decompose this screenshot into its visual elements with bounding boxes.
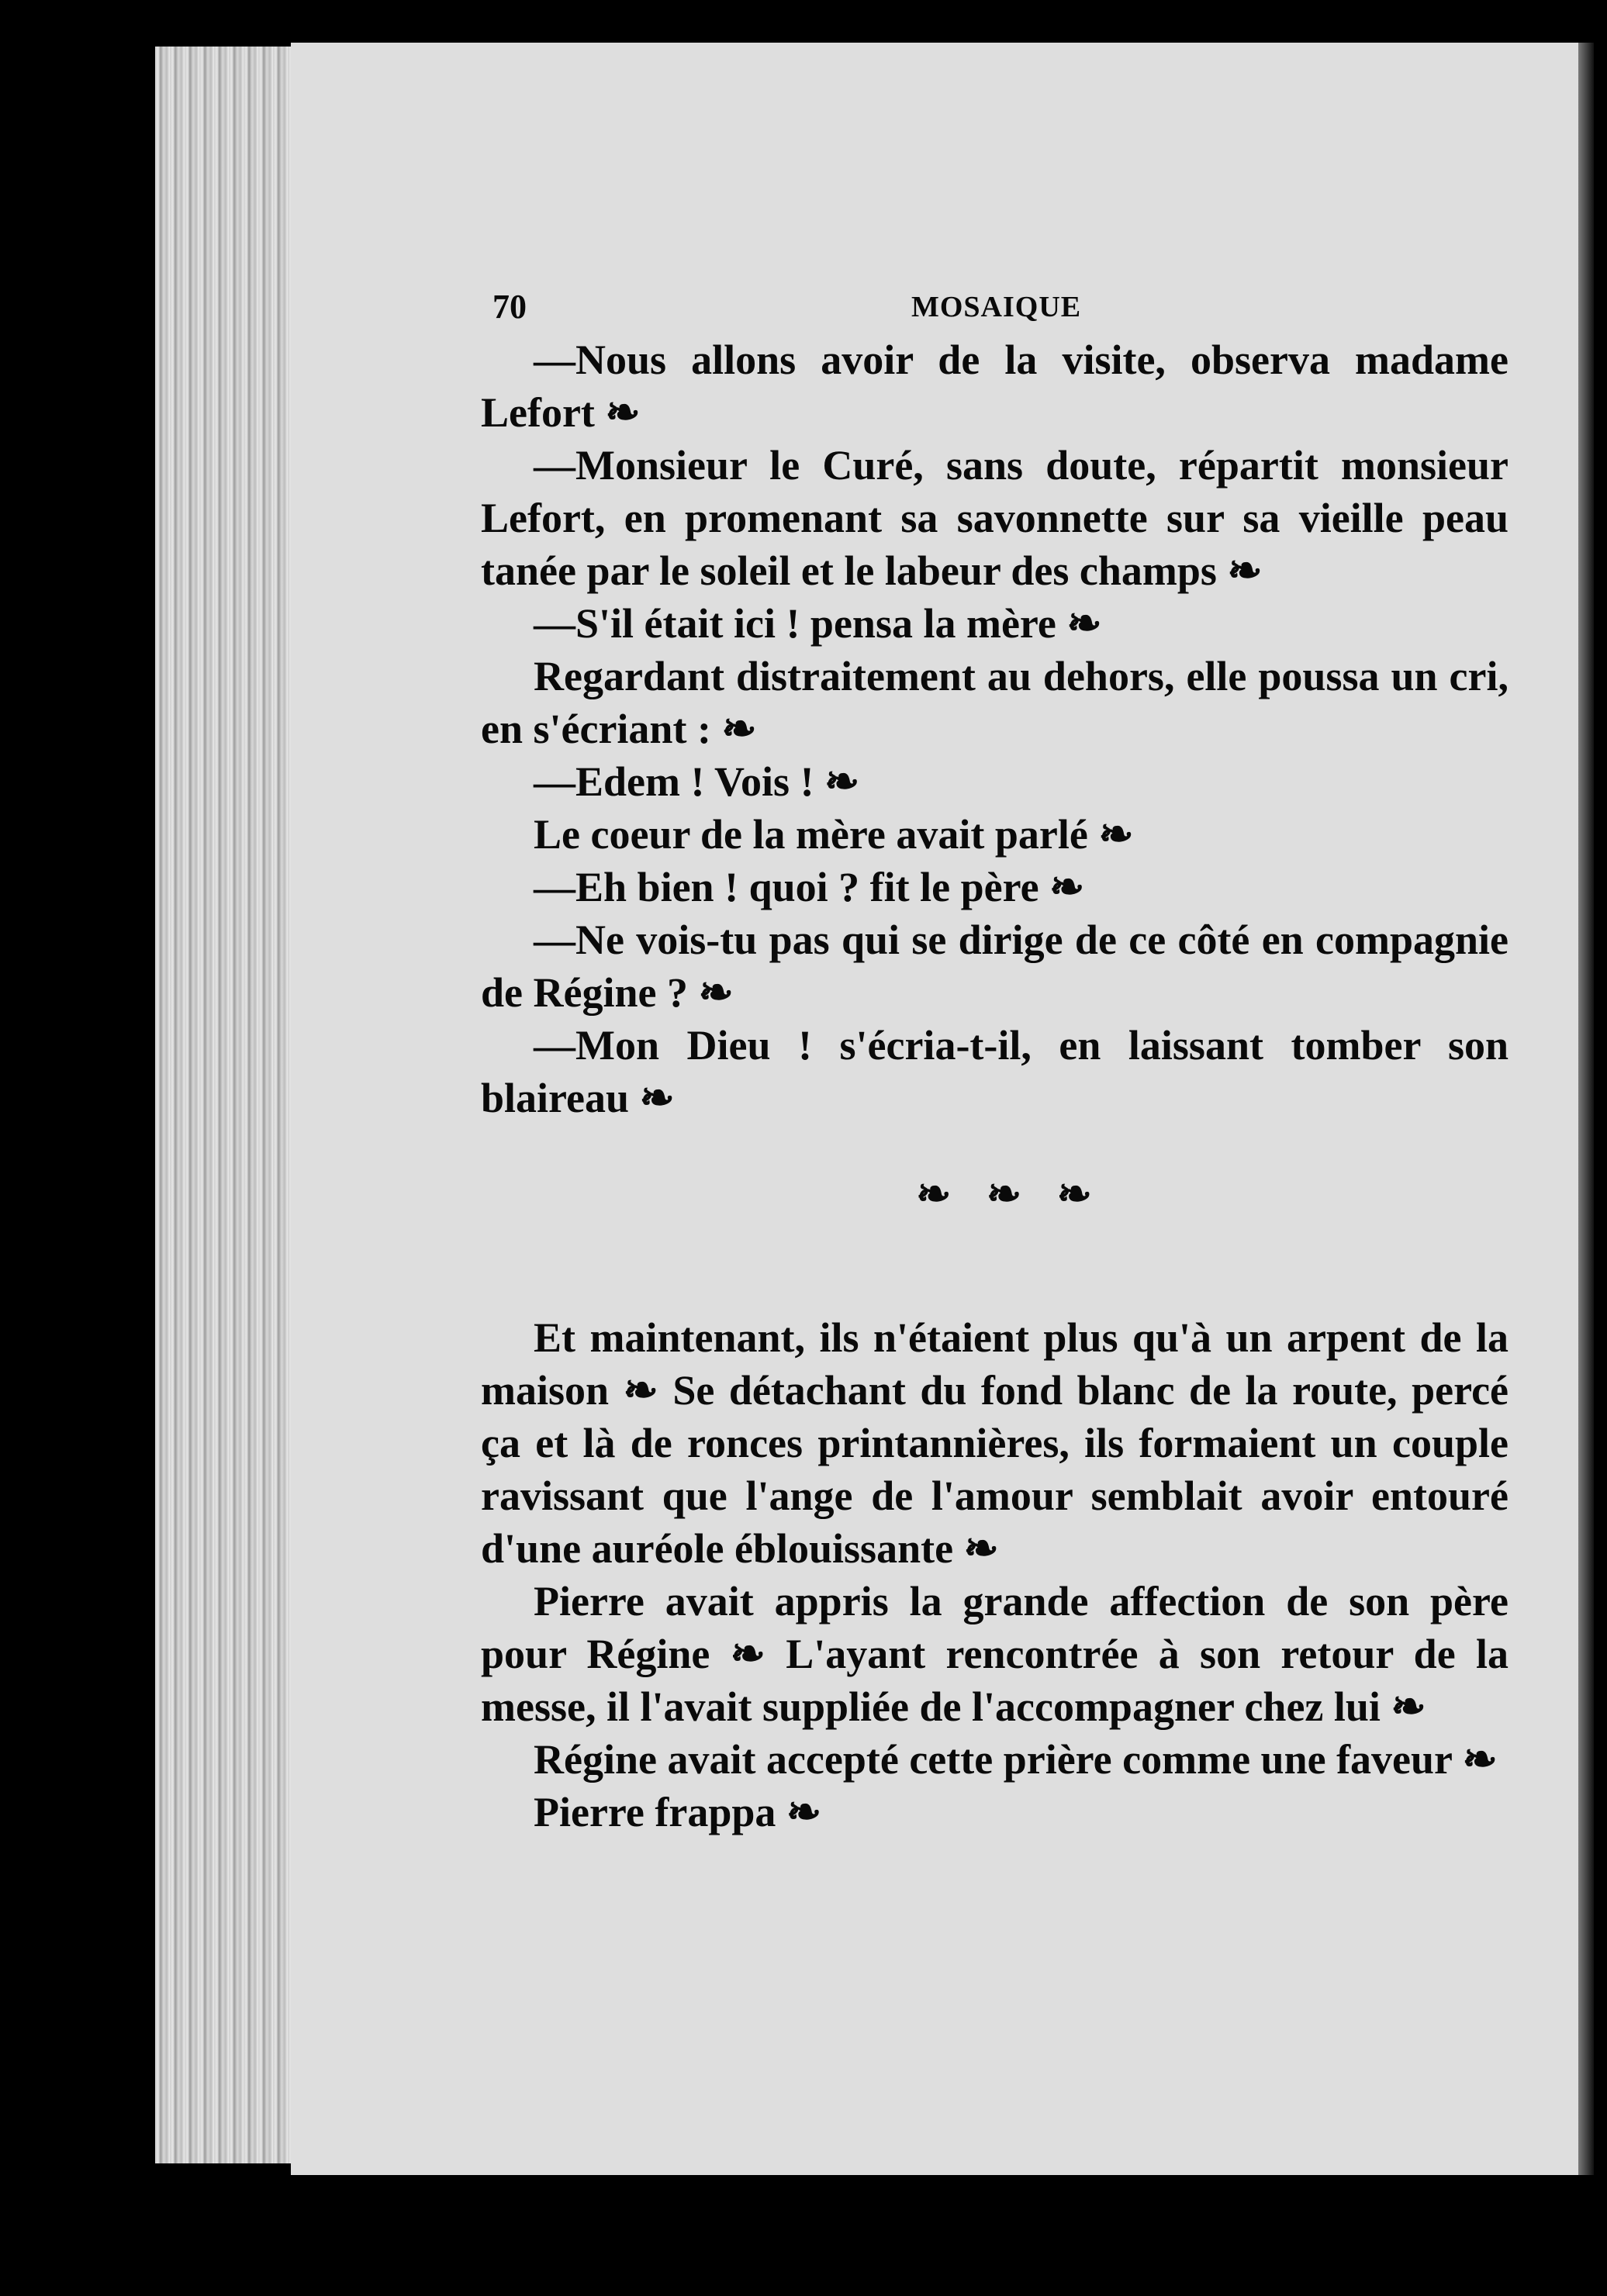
text-block [481, 271, 1509, 1839]
paragraph: Et maintenant, ils n'étaient plus qu'à un arpent de la maison ❧ Se détachant du fond blanc de la route, percé ça et là de ronces printannières, ils formaient un couple ravissant que l'ange de l'amour semblait avoir entouré d'une auréole éblouissante ❧ [481, 1314, 1509, 1572]
paragraph: Regardant distraitement au dehors, elle poussa un cri, en s'écriant : ❧ [481, 653, 1509, 752]
paragraph: —Eh bien ! quoi ? fit le père ❧ [534, 864, 1085, 910]
paragraph: Pierre avait appris la grande affection de son père pour Régine ❧ L'ayant rencontrée à son retour de la messe, il l'avait suppliée de l'accompagner chez lui ❧ [481, 1578, 1509, 1730]
paragraph: —Mon Dieu ! s'écria-t-il, en laissant tomber son blaireau ❧ [481, 1022, 1509, 1121]
page-shadow [1578, 43, 1594, 2175]
paragraph: Le coeur de la mère avait parlé ❧ [534, 811, 1134, 858]
paragraph: Pierre frappa ❧ [534, 1789, 822, 1835]
page-number: 70 [492, 288, 527, 326]
paragraph: —Nous allons avoir de la visite, observa madame Lefort ❧ [481, 337, 1509, 436]
paragraph: —Edem ! Vois ! ❧ [534, 758, 860, 805]
running-head: MOSAIQUE [911, 291, 1082, 323]
book-page-edges [155, 47, 295, 2163]
page-header [481, 271, 1509, 333]
paragraph: Régine avait accepté cette prière comme une faveur ❧ [534, 1736, 1498, 1783]
paragraph: —Monsieur le Curé, sans doute, répartit monsieur Lefort, en promenant sa savonnette sur sa vieille peau tanée par le soleil et le labeur des champs ❧ [481, 442, 1509, 594]
paragraph: —S'il était ici ! pensa la mère ❧ [534, 600, 1102, 647]
paragraph: —Ne vois-tu pas qui se dirige de ce côté en compagnie de Régine ? ❧ [481, 917, 1509, 1016]
section-break-ornament: ❧ ❧ ❧ [916, 1171, 1104, 1217]
